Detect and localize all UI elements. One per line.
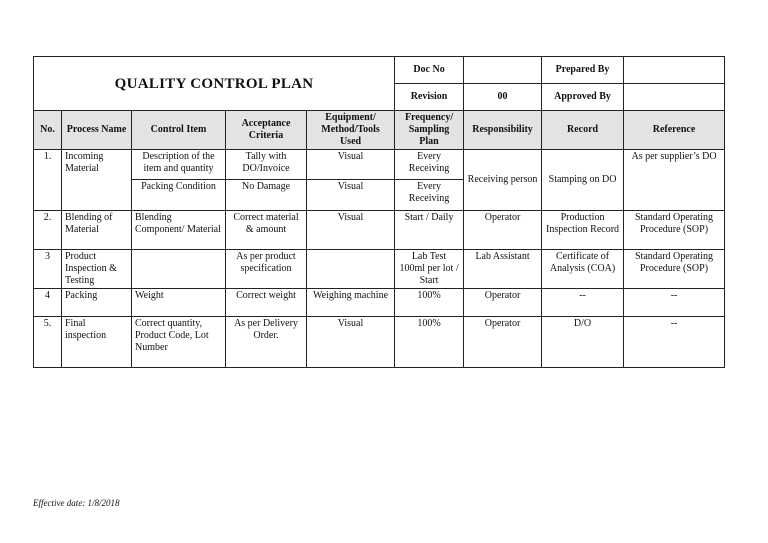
process-name: Product Inspection & Testing (62, 250, 132, 289)
column-header: Record (542, 111, 624, 150)
document-title: QUALITY CONTROL PLAN (34, 57, 395, 111)
table-row (34, 317, 725, 368)
acceptance-criteria: As per Delivery Order. (226, 317, 307, 368)
frequency-plan: Lab Test 100ml per lot / Start (395, 250, 464, 289)
frequency-plan: Start / Daily (395, 211, 464, 250)
column-header: Equipment/ Method/Tools Used (307, 111, 395, 150)
prepared-by-label: Prepared By (542, 57, 624, 84)
row-number: 2. (34, 211, 62, 250)
record: -- (542, 289, 624, 317)
column-header: Reference (624, 111, 725, 150)
acceptance-criteria: Tally with DO/Invoice (226, 150, 307, 180)
quality-control-plan-table (33, 56, 725, 368)
doc-no-label: Doc No (395, 57, 464, 84)
revision-value: 00 (464, 84, 542, 111)
process-name: Blending of Material (62, 211, 132, 250)
row-number: 5. (34, 317, 62, 368)
responsibility: Lab Assistant (464, 250, 542, 289)
equipment-method: Visual (307, 180, 395, 211)
frequency-plan: Every Receiving (395, 180, 464, 211)
reference: As per supplier’s DO (624, 150, 725, 211)
equipment-method: Visual (307, 150, 395, 180)
responsibility: Operator (464, 317, 542, 368)
process-name: Incoming Material (62, 150, 132, 211)
row-number: 1. (34, 150, 62, 211)
doc-no-value (464, 57, 542, 84)
record: Production Inspection Record (542, 211, 624, 250)
responsibility: Operator (464, 289, 542, 317)
process-name: Packing (62, 289, 132, 317)
frequency-plan: 100% (395, 289, 464, 317)
table-row (34, 250, 725, 289)
acceptance-criteria: As per product specification (226, 250, 307, 289)
process-name: Final inspection (62, 317, 132, 368)
revision-label: Revision (395, 84, 464, 111)
control-item: Correct quantity, Product Code, Lot Number (132, 317, 226, 368)
equipment-method: Weighing machine (307, 289, 395, 317)
equipment-method (307, 250, 395, 289)
row-number: 3 (34, 250, 62, 289)
record: D/O (542, 317, 624, 368)
column-header: Frequency/ Sampling Plan (395, 111, 464, 150)
column-header: Acceptance Criteria (226, 111, 307, 150)
acceptance-criteria: No Damage (226, 180, 307, 211)
column-header: No. (34, 111, 62, 150)
record: Stamping on DO (542, 150, 624, 211)
equipment-method: Visual (307, 211, 395, 250)
control-item: Description of the item and quantity (132, 150, 226, 180)
column-header: Process Name (62, 111, 132, 150)
reference: Standard Operating Procedure (SOP) (624, 250, 725, 289)
table-row (34, 150, 725, 180)
responsibility: Receiving person (464, 150, 542, 211)
reference: -- (624, 317, 725, 368)
column-header-row (34, 111, 725, 150)
acceptance-criteria: Correct material & amount (226, 211, 307, 250)
table-row (34, 211, 725, 250)
frequency-plan: Every Receiving (395, 150, 464, 180)
control-item: Blending Component/ Material (132, 211, 226, 250)
control-item (132, 250, 226, 289)
record: Certificate of Analysis (COA) (542, 250, 624, 289)
approved-by-label: Approved By (542, 84, 624, 111)
prepared-by-value (624, 57, 725, 84)
reference: Standard Operating Procedure (SOP) (624, 211, 725, 250)
acceptance-criteria: Correct weight (226, 289, 307, 317)
reference: -- (624, 289, 725, 317)
approved-by-value (624, 84, 725, 111)
equipment-method: Visual (307, 317, 395, 368)
column-header: Responsibility (464, 111, 542, 150)
control-item: Packing Condition (132, 180, 226, 211)
effective-date: Effective date: 1/8/2018 (33, 498, 120, 508)
table-row (34, 289, 725, 317)
frequency-plan: 100% (395, 317, 464, 368)
control-item: Weight (132, 289, 226, 317)
column-header: Control Item (132, 111, 226, 150)
row-number: 4 (34, 289, 62, 317)
responsibility: Operator (464, 211, 542, 250)
